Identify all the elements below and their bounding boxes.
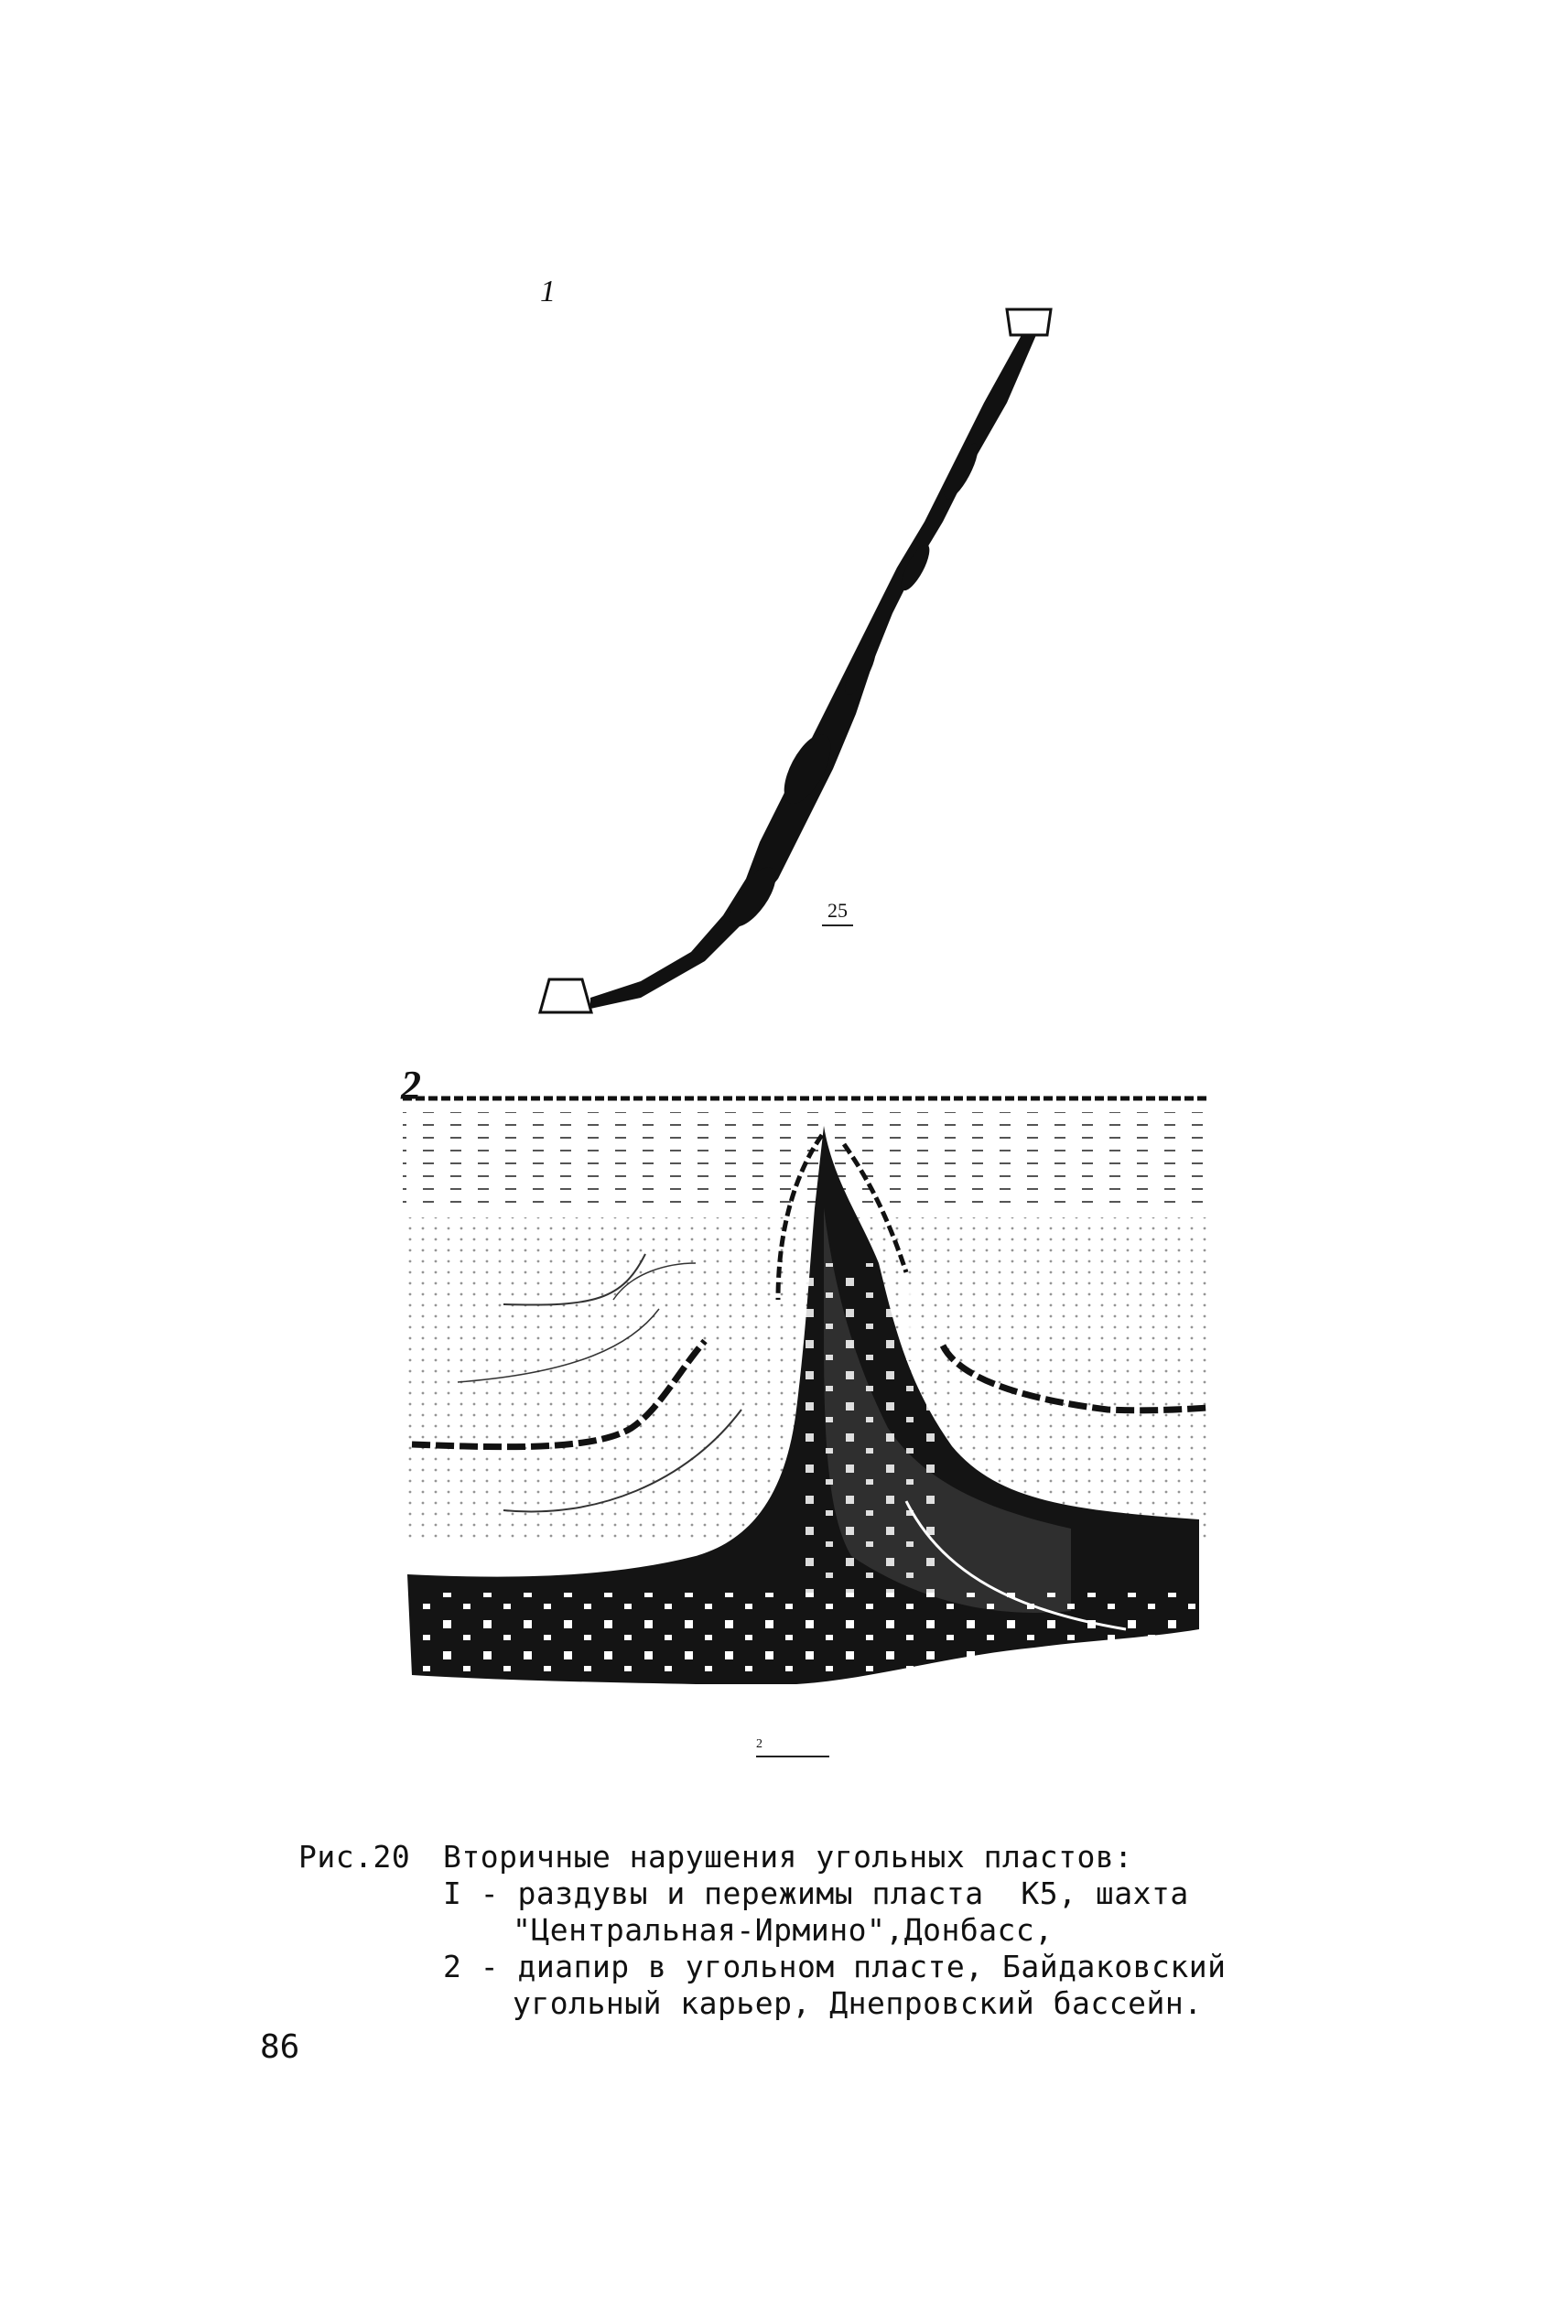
caption-title: Вторичные нарушения угольных пластов: <box>443 1839 1133 1875</box>
figure-2-scale-bar <box>756 1756 829 1757</box>
figure-1-label: 1 <box>540 275 556 308</box>
figure-2-diapir-diagram <box>394 1080 1217 1748</box>
caption-item-2-line-1: 2 - диапир в угольном пласте, Байдаковский <box>443 1949 1227 1984</box>
caption-item-1-line-2: "Центральная-Ирмино",Донбасс, <box>513 1912 1054 1948</box>
caption-item-1-line-1: I - раздувы и пережимы пласта К5, шахта <box>443 1875 1189 1911</box>
coal-inclusions <box>412 1593 1199 1675</box>
top-marker <box>1007 309 1051 335</box>
figure-1-coal-seam-diagram <box>513 293 1080 1043</box>
bottom-marker <box>540 979 591 1012</box>
figure-2-scale: 2 <box>756 1737 762 1751</box>
page-number: 86 <box>260 2028 300 2066</box>
diapir-inclusions <box>806 1263 943 1593</box>
figure-number: Рис.20 <box>298 1839 411 1875</box>
figure-2-label: 2 <box>401 1063 421 1108</box>
coal-seam-shape <box>590 335 1036 1009</box>
figure-1-scale: 25 <box>822 899 853 926</box>
caption-item-2-line-2: угольный карьер, Днепровский бассейн. <box>513 1985 1203 2021</box>
